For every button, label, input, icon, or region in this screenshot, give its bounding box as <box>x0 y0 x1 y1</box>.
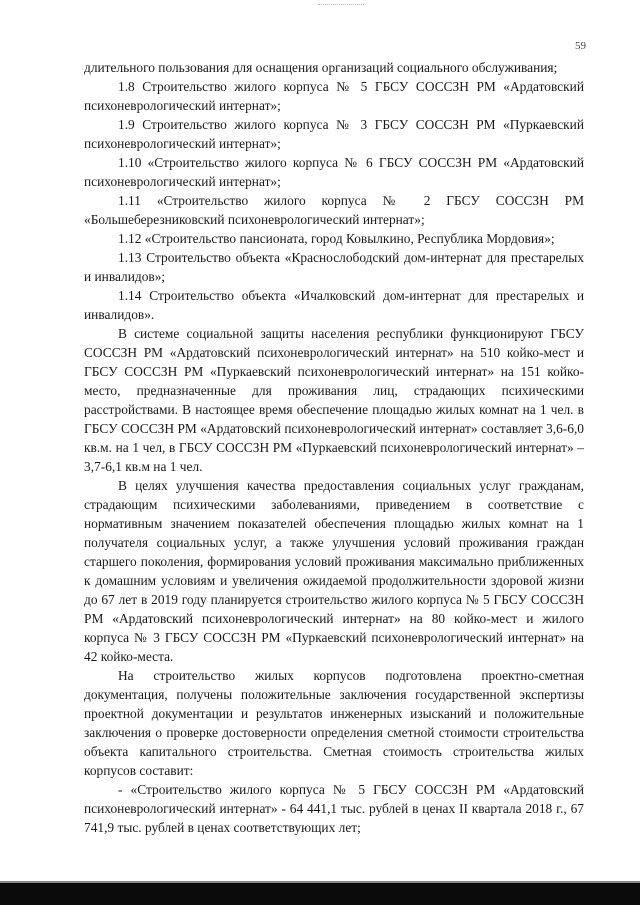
list-item-1-12: 1.12 «Строительство пансионата, город Ковылкино, Республика Мордовия»; <box>118 231 555 246</box>
list-item-1-13: 1.13 Строительство объекта «Краснослободский дом-интернат для престарелых и инвалидов»; <box>84 250 584 284</box>
document-body <box>84 58 584 837</box>
paragraph-project-documentation: На строительство жилых корпусов подготовлена проектно-сметная документация, получены положительные заключения государственной экспертизы проектной документации и результатов инженерных изысканий и положительные заключения о проверке достоверности определения сметной стоимости строительства объекта капитального строительства. Сметная стоимость строительства жилых корпусов составит: <box>84 668 584 778</box>
paragraph-cost-item: - «Строительство жилого корпуса № 5 ГБСУ СОССЗН РМ «Ардатовский психоневрологический интернат» - 64 441,1 тыс. рублей в ценах II квартала 2018 г., 67 741,9 тыс. рублей в ценах соответствующих лет; <box>84 782 584 835</box>
paragraph: длительного пользования для оснащения организаций социального обслуживания; <box>84 60 558 75</box>
paragraph-social-system: В системе социальной защиты населения республики функционируют ГБСУ СОССЗН РМ «Ардатовский психоневрологический интернат» на 510 койко-мест и ГБСУ СОССЗН РМ «Пуркаевский психоневрологический интернат» на 151 койко-место, предназначенные для проживания лиц, страдающих психическими расстройствами. В настоящее время обеспечение площадью жилых комнат на 1 чел. в ГБСУ СОССЗН РМ «Ардатовский психоневрологический интернат» составляет 3,6-6,0 кв.м. на 1 чел, в ГБСУ СОССЗН РМ «Пуркаевский психоневрологический интернат» – 3,7-6,1 кв.м на 1 чел. <box>84 326 584 474</box>
page-number: 59 <box>575 40 586 52</box>
list-item-1-11: 1.11 «Строительство жилого корпуса № 2 ГБСУ СОССЗН РМ «Большеберезниковский психоневрологический интернат»; <box>84 193 584 227</box>
scan-border-bar <box>0 883 640 905</box>
list-item-1-14: 1.14 Строительство объекта «Ичалковский дом-интернат для престарелых и инвалидов». <box>84 288 584 322</box>
paragraph-improvement-goals: В целях улучшения качества предоставления социальных услуг гражданам, страдающим психическими заболеваниями, приведением в соответствие с нормативным значением показателей обеспечения площадью жилых комнат на 1 получателя социальных услуг, а также улучшения условий проживания граждан старшего поколения, формирования условий проживания максимально приближенных к домашним условиям и увеличения ожидаемой продолжительности здоровой жизни до 67 лет в 2019 году планируется строительство жилого корпуса № 5 ГБСУ СОССЗН РМ «Ардатовский психоневрологический интернат» на 80 койко-мест и жилого корпуса № 3 ГБСУ СОССЗН РМ «Пуркаевский психоневрологический интернат» на 42 койко-места. <box>84 478 584 664</box>
list-item-1-10: 1.10 «Строительство жилого корпуса № 6 ГБСУ СОССЗН РМ «Ардатовский психоневрологический интернат»; <box>84 155 584 189</box>
list-item-1-8: 1.8 Строительство жилого корпуса № 5 ГБСУ СОССЗН РМ «Ардатовский психоневрологический интернат»; <box>84 79 584 113</box>
scan-artifact <box>318 4 364 9</box>
list-item-1-9: 1.9 Строительство жилого корпуса № 3 ГБСУ СОССЗН РМ «Пуркаевский психоневрологический интернат»; <box>84 117 584 151</box>
